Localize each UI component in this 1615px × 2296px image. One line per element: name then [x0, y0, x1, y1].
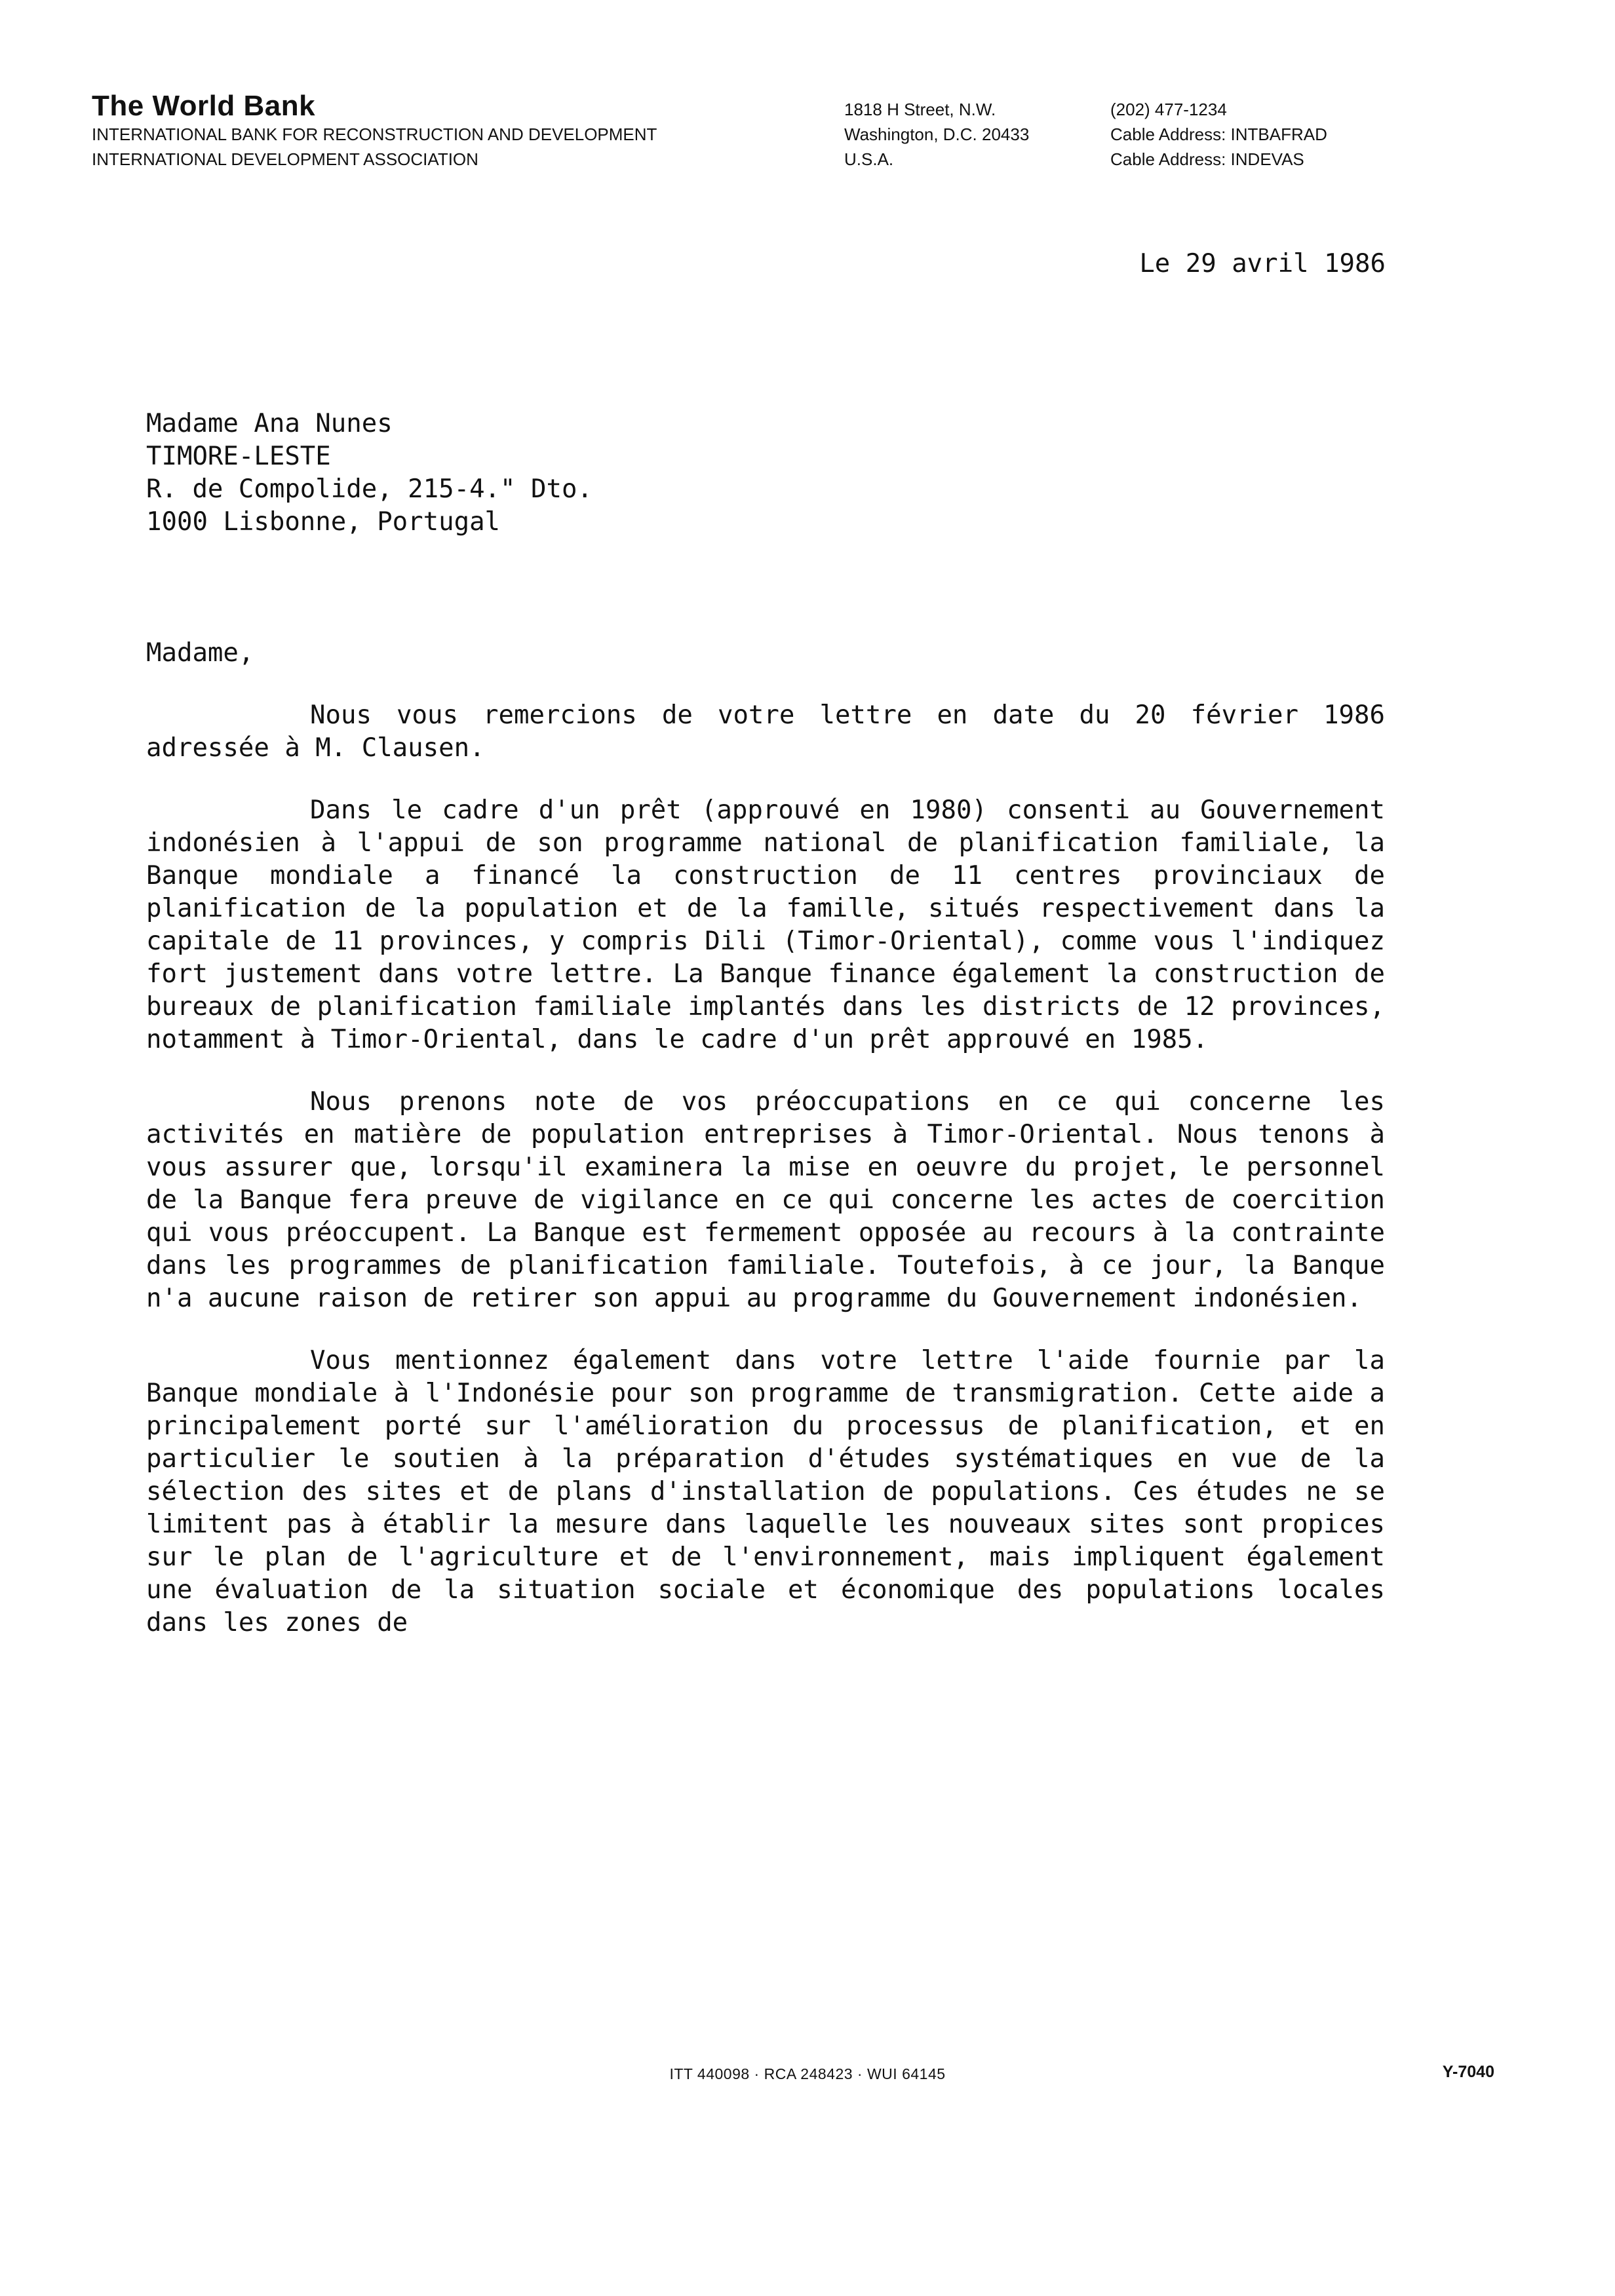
paragraph-concerns: Nous prenons note de vos préoccupations en ce qui concerne les activités en matière de population entreprises à Timor-Oriental. Nous tenons à vous assurer que, lorsqu'il examinera la mise en oeuvre du projet, le personnel de la Banque fera preuve de vigilance en ce qui concerne les actes de coercition qui vous préoccupent. La Banque est fermement opposée au recours à la contrainte dans les programmes de planification familiale. Toutefois, à ce jour, la Banque n'a aucune raison de retirer son appui au programme du Gouvernement indonésien.	[146, 1087, 1385, 1313]
paragraph-thanks: Nous vous remercions de votre lettre en date du 20 février 1986 adressée à M. Clausen.	[146, 700, 1385, 763]
organization-line-ibrd: INTERNATIONAL BANK FOR RECONSTRUCTION AND DEVELOPMENT	[92, 124, 657, 144]
recipient-street: R. de Compolide, 215-4." Dto.	[146, 474, 593, 504]
salutation: Madame,	[146, 638, 254, 668]
form-number: Y-7040	[1442, 2063, 1494, 2081]
address-street: 1818 H Street, N.W.	[844, 100, 996, 119]
address-block	[844, 97, 1029, 172]
letterhead	[92, 90, 1403, 176]
recipient-city: 1000 Lisbonne, Portugal	[146, 507, 501, 537]
letter-date: Le 29 avril 1986	[1139, 249, 1386, 278]
address-city: Washington, D.C. 20433	[844, 124, 1030, 144]
telex-numbers: ITT 440098 · RCA 248423 · WUI 64145	[669, 2065, 946, 2082]
recipient-address	[146, 408, 593, 539]
paragraph-transmigration: Vous mentionnez également dans votre lettre l'aide fournie par la Banque mondiale à l'Indonésie pour son programme de transmigration. Cette aide a principalement porté sur l'amélioration du processus de planification, et en particulier le soutien à la préparation d'études systématiques en vue de la sélection des sites et de plans d'installation de populations. Ces études ne se limitent pas à établir la mesure dans laquelle les nouveaux sites sont propices sur le plan de l'agriculture et de l'environnement, mais impliquent également une évaluation de la situation sociale et économique des populations locales dans les zones de	[146, 1346, 1385, 1637]
cable-address-intbafrad: Cable Address: INTBAFRAD	[1110, 124, 1327, 144]
cable-address-indevas: Cable Address: INDEVAS	[1110, 149, 1304, 169]
recipient-name: Madame Ana Nunes	[146, 409, 393, 438]
recipient-organization: TIMORE-LESTE	[146, 442, 331, 471]
letter-body	[146, 699, 1385, 1669]
organization-block	[92, 90, 657, 172]
contact-block	[1110, 97, 1327, 172]
address-country: U.S.A.	[844, 149, 894, 169]
phone-number: (202) 477-1234	[1110, 100, 1227, 119]
organization-line-ida: INTERNATIONAL DEVELOPMENT ASSOCIATION	[92, 149, 478, 169]
paragraph-loan: Dans le cadre d'un prêt (approuvé en 1980) consenti au Gouvernement indonésien à l'appui de son programme national de planification familiale, la Banque mondiale a financé la construction de 11 centres provinciaux de planification de la population et de la famille, situés respectivement dans la capitale de 11 provinces, y compris Dili (Timor-Oriental), comme vous l'indiquez fort justement dans votre lettre. La Banque finance également la construction de bureaux de planification familiale implantés dans les districts de 12 provinces, notamment à Timor-Oriental, dans le cadre d'un prêt approuvé en 1985.	[146, 795, 1385, 1054]
organization-name: The World Bank	[92, 90, 316, 122]
